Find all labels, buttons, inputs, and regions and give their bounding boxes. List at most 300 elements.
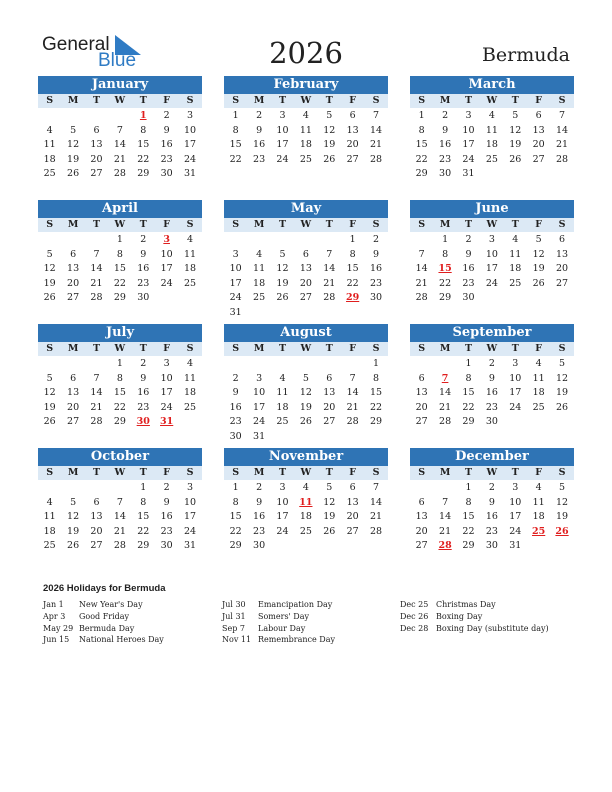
day-cell: 24 <box>183 525 197 537</box>
day-cell: 20 <box>415 525 428 537</box>
day-cell: 11 <box>509 248 522 260</box>
month-october <box>38 448 202 554</box>
day-cell: 4 <box>46 496 53 508</box>
day-cell: 2 <box>163 110 170 121</box>
holiday-name: New Year's Day <box>79 600 143 609</box>
day-cell: 1 <box>465 358 472 369</box>
day-cell: 4 <box>279 372 286 384</box>
day-cell: 6 <box>559 234 566 245</box>
empty-day-cell <box>247 233 270 248</box>
weekday-label: M <box>253 343 265 354</box>
empty-day-cell <box>224 357 247 372</box>
day-cell: 21 <box>555 139 569 151</box>
day-cell: 1 <box>442 234 449 245</box>
month-november <box>224 448 388 554</box>
day-cell: 16 <box>229 401 242 413</box>
day-cell: 12 <box>43 263 56 275</box>
month-title: February <box>224 76 388 94</box>
day-cell: 10 <box>276 496 289 508</box>
day-cell: 10 <box>253 387 266 399</box>
day-cell: 9 <box>488 372 495 384</box>
day-cell: 22 <box>113 277 126 289</box>
day-cell: 11 <box>43 511 56 523</box>
day-cell: 28 <box>415 292 428 304</box>
day-cell: 24 <box>509 401 522 413</box>
empty-day-cell <box>85 357 108 372</box>
empty-day-cell <box>38 357 61 372</box>
day-cell: 23 <box>137 277 150 289</box>
holiday-day-cell: 7 <box>441 372 449 384</box>
day-cell: 8 <box>465 496 472 508</box>
weekday-label: M <box>253 219 265 230</box>
holiday-day-cell: 3 <box>163 234 170 245</box>
day-cell: 5 <box>46 372 53 384</box>
day-cell: 27 <box>415 540 428 552</box>
day-cell: 27 <box>346 153 359 165</box>
day-grid <box>410 233 574 306</box>
day-cell: 22 <box>346 277 359 289</box>
weekday-label: T <box>139 219 147 230</box>
day-cell: 4 <box>187 358 194 369</box>
weekday-header-row <box>410 94 574 108</box>
day-cell: 25 <box>43 540 56 552</box>
weekday-label: T <box>511 95 519 106</box>
day-cell: 5 <box>559 482 566 493</box>
day-cell: 17 <box>509 387 522 399</box>
day-cell: 18 <box>43 153 56 165</box>
weekday-label: F <box>535 343 543 354</box>
day-cell: 27 <box>323 416 336 428</box>
weekday-label: S <box>558 219 566 230</box>
day-cell: 8 <box>232 124 239 136</box>
holiday-column <box>400 599 570 634</box>
holiday-name: Christmas Day <box>436 600 496 609</box>
day-cell: 1 <box>349 234 356 245</box>
day-cell: 7 <box>442 496 449 508</box>
day-cell: 14 <box>369 496 383 508</box>
weekday-label: T <box>464 343 473 354</box>
day-cell: 26 <box>299 416 312 428</box>
day-cell: 18 <box>183 387 197 399</box>
day-cell: 2 <box>488 358 495 369</box>
day-cell: 20 <box>346 511 359 523</box>
day-cell: 19 <box>323 511 336 523</box>
day-cell: 18 <box>43 525 56 537</box>
weekday-header-row <box>224 342 388 356</box>
weekday-label: W <box>486 467 498 478</box>
day-cell: 3 <box>187 482 194 493</box>
weekday-label: W <box>114 343 126 354</box>
empty-day-cell <box>318 357 341 372</box>
day-cell: 25 <box>183 277 197 289</box>
weekday-label: T <box>92 95 101 106</box>
day-cell: 29 <box>462 540 475 552</box>
weekday-label: S <box>372 343 380 354</box>
day-cell: 11 <box>43 139 56 151</box>
weekday-label: F <box>349 95 357 106</box>
day-grid <box>38 357 202 430</box>
weekday-label: S <box>186 343 194 354</box>
day-cell: 22 <box>229 525 242 537</box>
day-cell: 21 <box>369 139 383 151</box>
day-cell: 3 <box>187 110 194 121</box>
day-cell: 8 <box>373 372 380 384</box>
day-cell: 19 <box>276 277 289 289</box>
day-cell: 10 <box>183 496 197 508</box>
day-cell: 28 <box>113 540 126 552</box>
weekday-label: S <box>232 95 240 106</box>
day-cell: 22 <box>439 277 452 289</box>
day-cell: 10 <box>160 248 173 260</box>
weekday-label: S <box>418 95 426 106</box>
day-cell: 1 <box>465 482 472 493</box>
day-cell: 26 <box>43 416 56 428</box>
holiday-day-cell: 29 <box>346 292 360 304</box>
day-cell: 30 <box>462 292 475 304</box>
day-cell: 5 <box>559 358 566 369</box>
holiday-entry <box>400 599 570 611</box>
holiday-date: Jul 31 <box>222 611 246 621</box>
day-cell: 3 <box>232 248 239 260</box>
day-cell: 28 <box>113 168 126 180</box>
day-cell: 31 <box>229 306 242 318</box>
day-cell: 13 <box>415 387 428 399</box>
day-cell: 14 <box>90 263 103 275</box>
day-cell: 23 <box>369 277 383 289</box>
day-cell: 3 <box>512 358 519 369</box>
day-cell: 10 <box>509 372 522 384</box>
day-cell: 9 <box>373 248 380 260</box>
day-cell: 13 <box>67 263 80 275</box>
day-cell: 7 <box>559 110 566 121</box>
weekday-label: W <box>300 343 312 354</box>
day-cell: 9 <box>442 124 449 136</box>
day-cell: 15 <box>415 139 428 151</box>
empty-day-cell <box>61 481 84 496</box>
weekday-label: M <box>67 467 79 478</box>
day-cell: 17 <box>485 263 498 275</box>
day-cell: 24 <box>253 416 266 428</box>
day-cell: 15 <box>462 387 475 399</box>
day-cell: 13 <box>323 387 336 399</box>
day-cell: 18 <box>299 511 312 523</box>
day-cell: 6 <box>93 124 100 136</box>
month-title: June <box>410 200 574 218</box>
day-cell: 29 <box>113 292 126 304</box>
weekday-label: M <box>253 95 265 106</box>
empty-day-cell <box>224 233 247 248</box>
day-cell: 23 <box>137 401 150 413</box>
empty-day-cell <box>294 357 317 372</box>
day-cell: 26 <box>43 292 56 304</box>
logo-text-blue: Blue <box>98 50 137 71</box>
day-cell: 30 <box>439 168 452 180</box>
day-cell: 20 <box>299 277 312 289</box>
empty-day-cell <box>61 357 84 372</box>
day-cell: 9 <box>465 248 472 260</box>
day-cell: 4 <box>302 110 309 121</box>
day-cell: 16 <box>160 511 173 523</box>
day-cell: 22 <box>137 153 150 165</box>
day-cell: 23 <box>462 277 475 289</box>
day-cell: 12 <box>509 124 522 136</box>
holiday-name: Bermuda Day <box>79 623 135 633</box>
day-cell: 14 <box>555 124 569 136</box>
day-grid <box>410 357 574 430</box>
day-cell: 8 <box>140 124 147 136</box>
day-cell: 16 <box>485 387 498 399</box>
day-cell: 23 <box>439 153 452 165</box>
day-cell: 25 <box>299 525 312 537</box>
weekday-header-row <box>38 342 202 356</box>
holiday-date: Dec 25 <box>400 600 429 609</box>
day-cell: 11 <box>532 496 545 508</box>
day-cell: 13 <box>67 387 80 399</box>
day-cell: 9 <box>256 124 263 136</box>
day-cell: 31 <box>253 430 266 442</box>
weekday-label: S <box>558 467 566 478</box>
weekday-label: W <box>300 219 312 230</box>
holiday-date: Jun 15 <box>43 635 70 645</box>
day-cell: 19 <box>532 263 545 275</box>
day-cell: 18 <box>183 263 197 275</box>
day-cell: 19 <box>43 277 56 289</box>
day-cell: 10 <box>160 372 173 384</box>
holiday-name: Remembrance Day <box>258 635 335 645</box>
day-cell: 10 <box>276 124 289 136</box>
day-cell: 12 <box>323 496 336 508</box>
holiday-column <box>43 599 213 646</box>
weekday-label: S <box>186 219 194 230</box>
day-cell: 14 <box>415 263 428 275</box>
day-cell: 7 <box>116 496 123 508</box>
day-cell: 9 <box>140 248 147 260</box>
day-cell: 14 <box>369 124 383 136</box>
weekday-label: M <box>253 467 265 478</box>
day-cell: 2 <box>232 372 239 384</box>
weekday-label: M <box>439 95 451 106</box>
empty-day-cell <box>410 481 433 496</box>
day-cell: 31 <box>462 168 475 180</box>
empty-day-cell <box>38 481 61 496</box>
day-cell: 28 <box>323 292 336 304</box>
weekday-label: W <box>114 467 126 478</box>
day-cell: 18 <box>485 139 498 151</box>
day-cell: 27 <box>532 153 545 165</box>
day-cell: 7 <box>418 248 425 260</box>
day-cell: 30 <box>137 292 150 304</box>
day-cell: 27 <box>555 277 569 289</box>
weekday-label: S <box>372 467 380 478</box>
empty-day-cell <box>85 109 108 124</box>
empty-day-cell <box>61 233 84 248</box>
day-cell: 18 <box>299 139 312 151</box>
weekday-label: T <box>464 219 473 230</box>
day-cell: 27 <box>299 292 312 304</box>
holiday-day-cell: 30 <box>136 416 150 428</box>
day-cell: 2 <box>163 482 170 493</box>
day-cell: 17 <box>160 263 173 275</box>
day-cell: 1 <box>116 234 123 245</box>
day-cell: 17 <box>183 139 197 151</box>
holiday-name: Somers' Day <box>258 611 309 621</box>
weekday-label: S <box>46 343 54 354</box>
weekday-label: T <box>139 95 147 106</box>
day-cell: 14 <box>323 263 336 275</box>
day-cell: 25 <box>276 416 289 428</box>
empty-day-cell <box>108 109 131 124</box>
day-cell: 26 <box>67 540 80 552</box>
day-cell: 2 <box>140 234 147 245</box>
weekday-label: F <box>163 95 171 106</box>
day-cell: 20 <box>415 401 428 413</box>
day-cell: 11 <box>485 124 498 136</box>
day-cell: 9 <box>488 496 495 508</box>
holiday-date: May 29 <box>43 623 74 633</box>
holiday-day-cell: 1 <box>139 110 147 121</box>
weekday-label: S <box>418 467 426 478</box>
empty-day-cell <box>433 357 456 372</box>
day-cell: 22 <box>415 153 428 165</box>
day-cell: 5 <box>535 234 542 245</box>
day-cell: 1 <box>418 110 425 121</box>
day-cell: 19 <box>555 387 569 399</box>
day-cell: 20 <box>532 139 545 151</box>
day-cell: 21 <box>113 153 126 165</box>
day-cell: 19 <box>509 139 522 151</box>
day-cell: 12 <box>299 387 312 399</box>
day-cell: 30 <box>485 540 498 552</box>
day-cell: 11 <box>183 248 197 260</box>
day-cell: 12 <box>67 511 80 523</box>
empty-day-cell <box>294 233 317 248</box>
month-march <box>410 76 574 182</box>
day-cell: 25 <box>253 292 266 304</box>
holiday-date: Apr 3 <box>43 611 66 621</box>
day-cell: 26 <box>532 277 545 289</box>
day-cell: 28 <box>555 153 569 165</box>
day-cell: 6 <box>326 372 333 384</box>
holiday-date: Dec 28 <box>400 623 429 633</box>
weekday-label: F <box>535 219 543 230</box>
day-cell: 11 <box>299 124 312 136</box>
day-cell: 19 <box>323 139 336 151</box>
day-cell: 28 <box>439 416 452 428</box>
day-cell: 7 <box>93 372 100 384</box>
day-cell: 29 <box>369 416 383 428</box>
day-cell: 26 <box>555 401 569 413</box>
day-cell: 17 <box>276 511 289 523</box>
day-cell: 18 <box>509 263 522 275</box>
day-cell: 18 <box>276 401 289 413</box>
day-cell: 8 <box>116 248 123 260</box>
day-cell: 6 <box>349 110 356 121</box>
day-cell: 2 <box>488 482 495 493</box>
day-cell: 20 <box>555 263 569 275</box>
day-cell: 30 <box>485 416 498 428</box>
day-cell: 16 <box>253 139 266 151</box>
day-cell: 28 <box>90 416 103 428</box>
day-cell: 9 <box>163 496 170 508</box>
weekday-label: F <box>349 343 357 354</box>
holiday-day-cell: 11 <box>299 496 313 508</box>
day-cell: 25 <box>43 168 56 180</box>
weekday-label: T <box>325 219 333 230</box>
day-cell: 1 <box>373 358 380 369</box>
day-cell: 23 <box>253 153 266 165</box>
day-cell: 13 <box>90 139 103 151</box>
day-cell: 6 <box>70 248 77 260</box>
day-cell: 4 <box>187 234 194 245</box>
empty-day-cell <box>341 357 364 372</box>
day-cell: 19 <box>43 401 56 413</box>
day-cell: 20 <box>67 277 80 289</box>
day-cell: 24 <box>183 153 197 165</box>
day-cell: 1 <box>140 482 147 493</box>
day-cell: 22 <box>462 401 475 413</box>
holiday-column <box>222 599 392 646</box>
day-cell: 10 <box>462 124 475 136</box>
day-cell: 3 <box>279 110 286 121</box>
empty-day-cell <box>247 357 270 372</box>
weekday-label: W <box>300 467 312 478</box>
day-cell: 17 <box>160 387 173 399</box>
empty-day-cell <box>85 481 108 496</box>
day-cell: 15 <box>137 139 150 151</box>
day-cell: 20 <box>90 525 103 537</box>
day-cell: 5 <box>302 372 309 384</box>
day-cell: 19 <box>555 511 569 523</box>
day-cell: 4 <box>46 124 53 136</box>
day-grid <box>224 357 388 445</box>
day-cell: 27 <box>67 292 80 304</box>
day-cell: 1 <box>232 110 239 121</box>
day-cell: 23 <box>485 525 498 537</box>
empty-day-cell <box>433 481 456 496</box>
weekday-label: T <box>511 219 519 230</box>
day-cell: 6 <box>70 372 77 384</box>
day-cell: 8 <box>116 372 123 384</box>
holiday-entry <box>400 623 570 635</box>
empty-day-cell <box>410 357 433 372</box>
day-cell: 21 <box>113 525 126 537</box>
day-cell: 14 <box>439 387 452 399</box>
day-cell: 2 <box>140 358 147 369</box>
month-title: December <box>410 448 574 466</box>
day-cell: 23 <box>485 401 498 413</box>
weekday-label: W <box>486 219 498 230</box>
day-cell: 28 <box>369 153 383 165</box>
day-cell: 20 <box>90 153 103 165</box>
day-cell: 26 <box>323 153 336 165</box>
weekday-label: S <box>418 219 426 230</box>
day-cell: 5 <box>70 124 77 136</box>
day-cell: 13 <box>90 511 103 523</box>
day-cell: 7 <box>93 248 100 260</box>
day-cell: 3 <box>256 372 263 384</box>
weekday-label: S <box>186 95 194 106</box>
day-cell: 29 <box>229 540 242 552</box>
weekday-header-row <box>38 218 202 232</box>
day-cell: 8 <box>140 496 147 508</box>
day-cell: 2 <box>442 110 449 121</box>
weekday-label: S <box>46 95 54 106</box>
day-cell: 16 <box>137 263 150 275</box>
day-grid <box>224 481 388 554</box>
day-cell: 13 <box>346 124 359 136</box>
day-cell: 24 <box>160 277 173 289</box>
weekday-header-row <box>224 94 388 108</box>
